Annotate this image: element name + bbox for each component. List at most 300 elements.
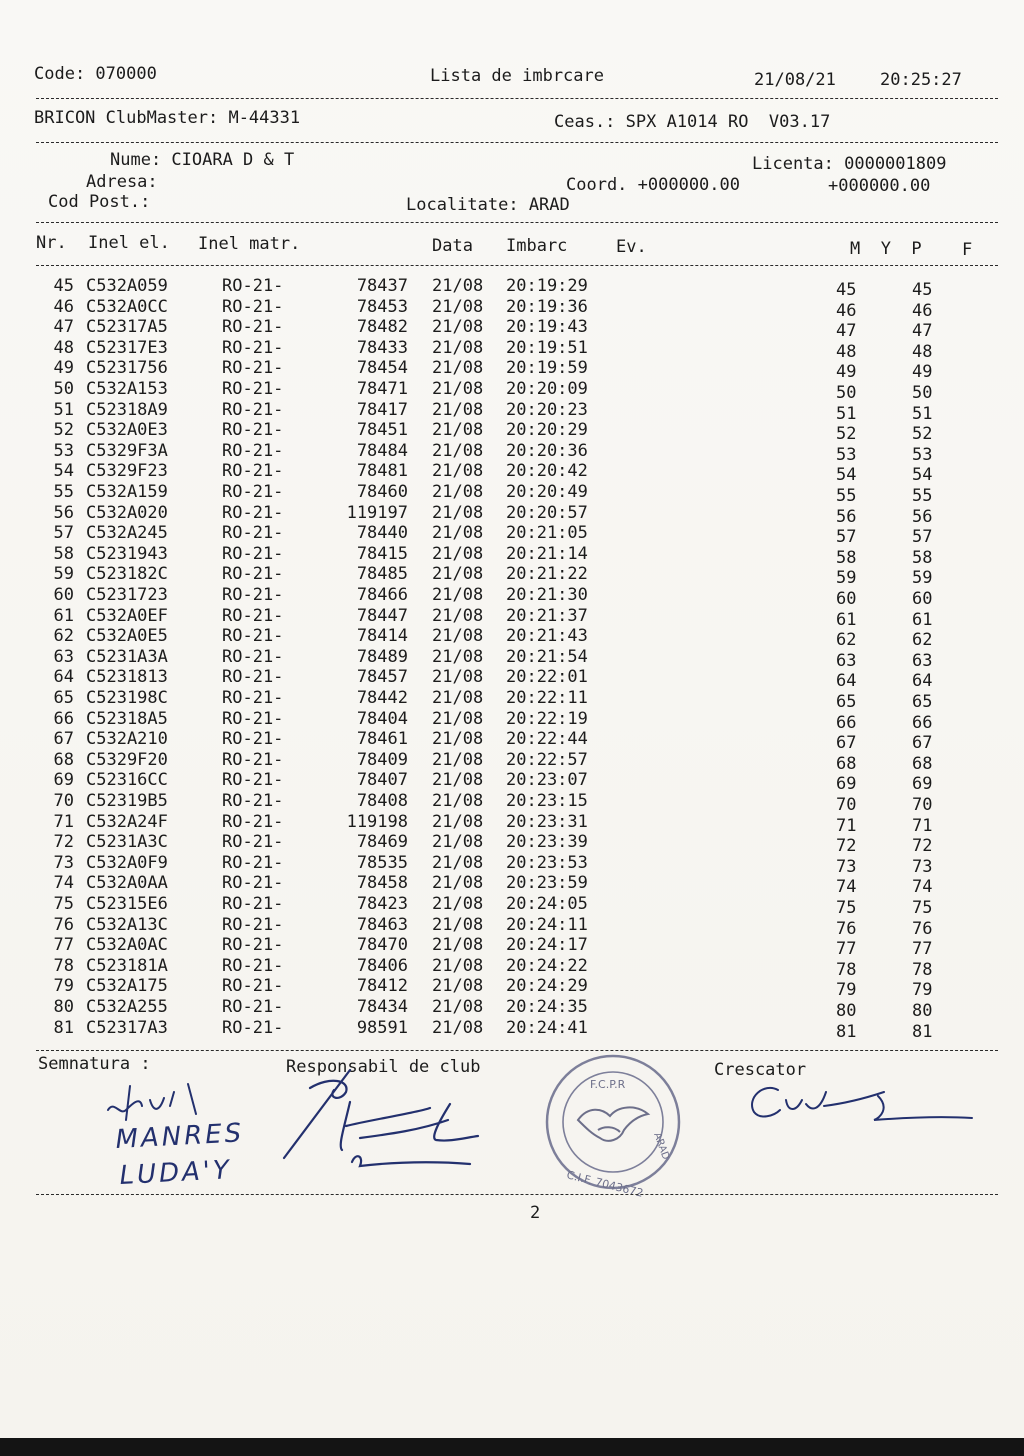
position-m: 72 <box>836 836 857 857</box>
electronic-ring: C532A0CC <box>86 296 168 317</box>
boarding-date: 21/08 <box>432 482 484 502</box>
ring-number: 78535 <box>356 852 408 873</box>
boarding-time: 20:22:19 <box>506 708 588 729</box>
list-code: Code: 070000 <box>34 64 157 84</box>
position-m: 68 <box>836 753 857 774</box>
print-date: 21/08/21 <box>754 70 836 90</box>
ring-number: 78470 <box>356 935 408 956</box>
boarding-date: 21/08 <box>432 832 484 853</box>
boarding-date: 21/08 <box>432 667 484 688</box>
position-y: 75 <box>912 898 933 918</box>
position-y: 47 <box>912 321 933 342</box>
signature-label: Semnatura : <box>38 1054 151 1074</box>
ring-prefix: RO-21- <box>222 749 284 770</box>
position-m: 76 <box>836 918 857 939</box>
table-row <box>0 337 1024 362</box>
owner-name: Nume: CIOARA D & T <box>110 150 295 170</box>
position-y: 50 <box>912 383 933 403</box>
position-y: 73 <box>912 856 933 877</box>
ring-number: 78434 <box>356 997 408 1017</box>
ring-number: 78409 <box>356 749 408 770</box>
boarding-time: 20:23:15 <box>506 791 588 811</box>
divider <box>36 222 998 223</box>
position-m: 60 <box>836 589 857 609</box>
position-m: 56 <box>836 506 857 527</box>
table-row <box>0 358 1024 383</box>
club-master: BRICON ClubMaster: M-44331 <box>34 108 301 128</box>
ring-number: 78442 <box>356 688 408 708</box>
position-m: 80 <box>836 1001 857 1021</box>
electronic-ring: C532A13C <box>86 914 168 935</box>
handwritten-name-1: MANRES <box>114 1118 245 1155</box>
position-m: 48 <box>836 341 857 362</box>
position-y: 53 <box>912 444 933 465</box>
table-row <box>0 1017 1024 1042</box>
row-number: 54 <box>53 461 74 482</box>
electronic-ring: C532A255 <box>86 997 168 1017</box>
column-myp: M Y P <box>850 239 922 259</box>
table-row <box>0 688 1024 712</box>
ring-prefix: RO-21- <box>222 440 284 461</box>
divider <box>36 265 998 266</box>
boarding-time: 20:20:29 <box>506 420 588 441</box>
table-row <box>0 276 1024 300</box>
table-row <box>0 955 1024 980</box>
position-m: 77 <box>836 939 857 960</box>
ring-prefix: RO-21- <box>222 296 284 317</box>
ring-prefix: RO-21- <box>222 626 284 647</box>
boarding-date: 21/08 <box>432 461 484 482</box>
boarding-date: 21/08 <box>432 276 484 296</box>
ring-prefix: RO-21- <box>222 276 284 296</box>
position-y: 76 <box>912 918 933 939</box>
electronic-ring: C532A0AA <box>86 873 168 894</box>
ring-number: 78481 <box>356 461 408 482</box>
boarding-time: 20:20:09 <box>506 379 588 399</box>
boarding-time: 20:23:07 <box>506 770 588 791</box>
boarding-time: 20:20:42 <box>506 461 588 482</box>
column-ev: Ev. <box>616 237 647 257</box>
boarding-date: 21/08 <box>432 688 484 708</box>
table-row <box>0 523 1024 548</box>
position-m: 49 <box>836 362 857 383</box>
ring-number: 78437 <box>356 276 408 296</box>
table-row <box>0 708 1024 733</box>
table-row <box>0 935 1024 960</box>
ring-prefix: RO-21- <box>222 1017 284 1038</box>
ring-prefix: RO-21- <box>222 955 284 976</box>
ring-prefix: RO-21- <box>222 646 284 667</box>
boarding-time: 20:21:05 <box>506 523 588 544</box>
position-y: 63 <box>912 650 933 671</box>
electronic-ring: C532A0F9 <box>86 852 168 873</box>
boarding-date: 21/08 <box>432 296 484 317</box>
row-number: 75 <box>53 894 74 914</box>
table-row <box>0 482 1024 506</box>
boarding-date: 21/08 <box>432 317 484 338</box>
row-number: 53 <box>53 440 74 461</box>
ring-prefix: RO-21- <box>222 688 284 708</box>
boarding-time: 20:19:36 <box>506 296 588 317</box>
stamp-fiscal-code: C.I.F. 7043672 <box>565 1168 645 1200</box>
position-m: 79 <box>836 980 857 1001</box>
electronic-ring: C532A24F <box>86 811 168 832</box>
row-number: 64 <box>53 667 74 688</box>
ring-number: 119198 <box>346 811 408 832</box>
boarding-date: 21/08 <box>432 955 484 976</box>
row-number: 63 <box>53 646 74 667</box>
table-row <box>0 976 1024 1001</box>
position-m: 52 <box>836 424 857 445</box>
owner-address: Adresa: <box>86 172 158 192</box>
boarding-date: 21/08 <box>432 729 484 750</box>
position-y: 65 <box>912 692 933 712</box>
table-row <box>0 585 1024 609</box>
position-m: 74 <box>836 877 857 898</box>
boarding-date: 21/08 <box>432 914 484 935</box>
row-number: 46 <box>53 296 74 317</box>
table-row <box>0 667 1024 692</box>
boarding-time: 20:24:22 <box>506 955 588 976</box>
boarding-date: 21/08 <box>432 605 484 626</box>
row-number: 56 <box>53 502 74 523</box>
ring-prefix: RO-21- <box>222 420 284 441</box>
divider <box>36 1050 998 1051</box>
table-row <box>0 791 1024 815</box>
position-m: 67 <box>836 733 857 754</box>
table-row <box>0 461 1024 486</box>
electronic-ring: C52318A9 <box>86 399 168 420</box>
position-m: 73 <box>836 856 857 877</box>
boarding-time: 20:21:37 <box>506 605 588 626</box>
table-row <box>0 811 1024 836</box>
position-m: 55 <box>836 486 857 506</box>
position-m: 81 <box>836 1021 857 1042</box>
row-number: 50 <box>53 379 74 399</box>
boarding-date: 21/08 <box>432 399 484 420</box>
boarding-date: 21/08 <box>432 440 484 461</box>
ring-prefix: RO-21- <box>222 543 284 564</box>
signature-club-responsible <box>280 1068 500 1188</box>
boarding-time: 20:23:53 <box>506 852 588 873</box>
boarding-time: 20:23:59 <box>506 873 588 894</box>
boarding-time: 20:19:59 <box>506 358 588 379</box>
ring-number: 78433 <box>356 337 408 358</box>
row-number: 49 <box>53 358 74 379</box>
row-number: 74 <box>53 873 74 894</box>
ring-prefix: RO-21- <box>222 997 284 1017</box>
row-number: 66 <box>53 708 74 729</box>
scan-edge <box>0 1438 1024 1456</box>
position-m: 63 <box>836 650 857 671</box>
electronic-ring: C52317E3 <box>86 337 168 358</box>
ring-prefix: RO-21- <box>222 605 284 626</box>
divider <box>36 98 998 99</box>
boarding-date: 21/08 <box>432 379 484 399</box>
electronic-ring: C532A0E5 <box>86 626 168 647</box>
row-number: 73 <box>53 852 74 873</box>
boarding-date: 21/08 <box>432 564 484 585</box>
signature-left <box>100 1080 290 1200</box>
row-number: 57 <box>53 523 74 544</box>
row-number: 48 <box>53 337 74 358</box>
ring-number: 119197 <box>346 502 408 523</box>
boarding-date: 21/08 <box>432 852 484 873</box>
boarding-time: 20:23:31 <box>506 811 588 832</box>
position-m: 71 <box>836 815 857 836</box>
ring-prefix: RO-21- <box>222 914 284 935</box>
row-number: 68 <box>53 749 74 770</box>
position-m: 46 <box>836 300 857 321</box>
ring-number: 78466 <box>356 585 408 605</box>
table-row <box>0 626 1024 651</box>
handwritten-name-2: LUDA'Y <box>118 1155 233 1191</box>
electronic-ring: C532A210 <box>86 729 168 750</box>
ring-prefix: RO-21- <box>222 461 284 482</box>
ring-number: 78460 <box>356 482 408 502</box>
ring-number: 78457 <box>356 667 408 688</box>
column-date: Data <box>432 236 473 256</box>
row-number: 70 <box>53 791 74 811</box>
position-y: 62 <box>912 630 933 651</box>
ring-number: 78454 <box>356 358 408 379</box>
ring-prefix: RO-21- <box>222 379 284 399</box>
ring-number: 78451 <box>356 420 408 441</box>
position-y: 56 <box>912 506 933 527</box>
boarding-date: 21/08 <box>432 894 484 914</box>
position-y: 52 <box>912 424 933 445</box>
coordinates-second: +000000.00 <box>828 176 931 196</box>
table-row <box>0 729 1024 754</box>
position-y: 46 <box>912 300 933 321</box>
position-m: 47 <box>836 321 857 342</box>
stamp-club-code: F.C.P.R <box>590 1078 626 1091</box>
table-row <box>0 914 1024 939</box>
row-number: 65 <box>53 688 74 708</box>
position-y: 57 <box>912 527 933 548</box>
boarding-date: 21/08 <box>432 358 484 379</box>
club-stamp <box>538 1050 688 1200</box>
ring-number: 78404 <box>356 708 408 729</box>
ring-number: 78423 <box>356 894 408 914</box>
position-y: 48 <box>912 341 933 362</box>
ring-number: 78408 <box>356 791 408 811</box>
boarding-date: 21/08 <box>432 708 484 729</box>
electronic-ring: C5231A3A <box>86 646 168 667</box>
electronic-ring: C5231723 <box>86 585 168 605</box>
boarding-time: 20:24:11 <box>506 914 588 935</box>
position-y: 77 <box>912 939 933 960</box>
ring-number: 98591 <box>356 1017 408 1038</box>
clock-info: Ceas.: SPX A1014 RO V03.17 <box>554 112 831 132</box>
row-number: 61 <box>53 605 74 626</box>
position-y: 67 <box>912 733 933 754</box>
position-m: 65 <box>836 692 857 712</box>
ring-number: 78412 <box>356 976 408 997</box>
row-number: 71 <box>53 811 74 832</box>
ring-prefix: RO-21- <box>222 502 284 523</box>
boarding-time: 20:19:51 <box>506 337 588 358</box>
ring-prefix: RO-21- <box>222 852 284 873</box>
electronic-ring: C532A0E3 <box>86 420 168 441</box>
row-number: 45 <box>53 276 74 296</box>
row-number: 62 <box>53 626 74 647</box>
electronic-ring: C5231813 <box>86 667 168 688</box>
boarding-date: 21/08 <box>432 1017 484 1038</box>
position-m: 62 <box>836 630 857 651</box>
ring-prefix: RO-21- <box>222 976 284 997</box>
boarding-date: 21/08 <box>432 420 484 441</box>
boarding-date: 21/08 <box>432 502 484 523</box>
ring-prefix: RO-21- <box>222 482 284 502</box>
row-number: 67 <box>53 729 74 750</box>
electronic-ring: C5329F3A <box>86 440 168 461</box>
table-row <box>0 399 1024 424</box>
breeder-label: Crescator <box>714 1060 807 1080</box>
boarding-date: 21/08 <box>432 523 484 544</box>
table-row <box>0 832 1024 857</box>
divider <box>36 142 998 143</box>
row-number: 81 <box>53 1017 74 1038</box>
electronic-ring: C523198C <box>86 688 168 708</box>
position-m: 70 <box>836 795 857 815</box>
electronic-ring: C532A175 <box>86 976 168 997</box>
position-y: 72 <box>912 836 933 857</box>
position-y: 54 <box>912 465 933 486</box>
ring-prefix: RO-21- <box>222 791 284 811</box>
boarding-time: 20:24:35 <box>506 997 588 1017</box>
ring-number: 78484 <box>356 440 408 461</box>
electronic-ring: C5329F23 <box>86 461 168 482</box>
boarding-time: 20:21:54 <box>506 646 588 667</box>
ring-number: 78469 <box>356 832 408 853</box>
position-y: 68 <box>912 753 933 774</box>
table-row <box>0 317 1024 342</box>
table-row <box>0 605 1024 630</box>
position-y: 71 <box>912 815 933 836</box>
ring-prefix: RO-21- <box>222 585 284 605</box>
position-y: 45 <box>912 280 933 300</box>
ring-prefix: RO-21- <box>222 358 284 379</box>
column-f: F <box>962 240 973 260</box>
position-m: 78 <box>836 959 857 980</box>
ring-prefix: RO-21- <box>222 770 284 791</box>
boarding-time: 20:20:23 <box>506 399 588 420</box>
row-number: 72 <box>53 832 74 853</box>
boarding-time: 20:20:57 <box>506 502 588 523</box>
position-y: 64 <box>912 671 933 692</box>
position-m: 59 <box>836 568 857 589</box>
table-row <box>0 543 1024 568</box>
boarding-time: 20:22:57 <box>506 749 588 770</box>
row-number: 69 <box>53 770 74 791</box>
table-row <box>0 646 1024 671</box>
boarding-date: 21/08 <box>432 791 484 811</box>
position-m: 75 <box>836 898 857 918</box>
ring-prefix: RO-21- <box>222 894 284 914</box>
column-ring-el: Inel el. <box>88 233 170 253</box>
row-number: 60 <box>53 585 74 605</box>
boarding-time: 20:19:43 <box>506 317 588 338</box>
table-row <box>0 770 1024 795</box>
electronic-ring: C52316CC <box>86 770 168 791</box>
boarding-time: 20:23:39 <box>506 832 588 853</box>
boarding-time: 20:20:36 <box>506 440 588 461</box>
license-number: Licenta: 0000001809 <box>752 154 947 174</box>
ring-prefix: RO-21- <box>222 832 284 853</box>
boarding-date: 21/08 <box>432 585 484 605</box>
ring-number: 78453 <box>356 296 408 317</box>
electronic-ring: C532A159 <box>86 482 168 502</box>
boarding-date: 21/08 <box>432 626 484 647</box>
ring-number: 78447 <box>356 605 408 626</box>
divider <box>36 1194 998 1195</box>
ring-number: 78489 <box>356 646 408 667</box>
boarding-date: 21/08 <box>432 976 484 997</box>
ring-number: 78463 <box>356 914 408 935</box>
position-m: 66 <box>836 712 857 733</box>
table-row <box>0 564 1024 589</box>
stamp-city: ARAD <box>651 1131 672 1162</box>
electronic-ring: C52318A5 <box>86 708 168 729</box>
position-y: 58 <box>912 547 933 568</box>
boarding-date: 21/08 <box>432 337 484 358</box>
table-row <box>0 997 1024 1021</box>
boarding-time: 20:24:17 <box>506 935 588 956</box>
position-y: 49 <box>912 362 933 383</box>
ring-prefix: RO-21- <box>222 523 284 544</box>
electronic-ring: C52317A3 <box>86 1017 168 1038</box>
boarding-date: 21/08 <box>432 770 484 791</box>
ring-prefix: RO-21- <box>222 667 284 688</box>
ring-number: 78406 <box>356 955 408 976</box>
position-y: 59 <box>912 568 933 589</box>
position-m: 53 <box>836 444 857 465</box>
boarding-time: 20:20:49 <box>506 482 588 502</box>
position-m: 45 <box>836 280 857 300</box>
boarding-time: 20:21:14 <box>506 543 588 564</box>
ring-number: 78407 <box>356 770 408 791</box>
table-row <box>0 296 1024 321</box>
boarding-time: 20:24:05 <box>506 894 588 914</box>
electronic-ring: C532A0AC <box>86 935 168 956</box>
table-row <box>0 420 1024 445</box>
electronic-ring: C52319B5 <box>86 791 168 811</box>
position-y: 55 <box>912 486 933 506</box>
electronic-ring: C523182C <box>86 564 168 585</box>
ring-number: 78417 <box>356 399 408 420</box>
boarding-time: 20:24:29 <box>506 976 588 997</box>
row-number: 78 <box>53 955 74 976</box>
electronic-ring: C52317A5 <box>86 317 168 338</box>
boarding-date: 21/08 <box>432 543 484 564</box>
position-y: 80 <box>912 1001 933 1021</box>
position-m: 61 <box>836 609 857 630</box>
position-m: 50 <box>836 383 857 403</box>
electronic-ring: C523181A <box>86 955 168 976</box>
ring-prefix: RO-21- <box>222 708 284 729</box>
position-m: 51 <box>836 403 857 424</box>
table-row <box>0 502 1024 527</box>
boarding-date: 21/08 <box>432 646 484 667</box>
row-number: 79 <box>53 976 74 997</box>
column-ring-matr: Inel matr. <box>198 234 301 254</box>
document-title: Lista de imbrcare <box>430 66 604 86</box>
ring-number: 78461 <box>356 729 408 750</box>
boarding-date: 21/08 <box>432 811 484 832</box>
boarding-time: 20:22:11 <box>506 688 588 708</box>
table-row <box>0 749 1024 774</box>
